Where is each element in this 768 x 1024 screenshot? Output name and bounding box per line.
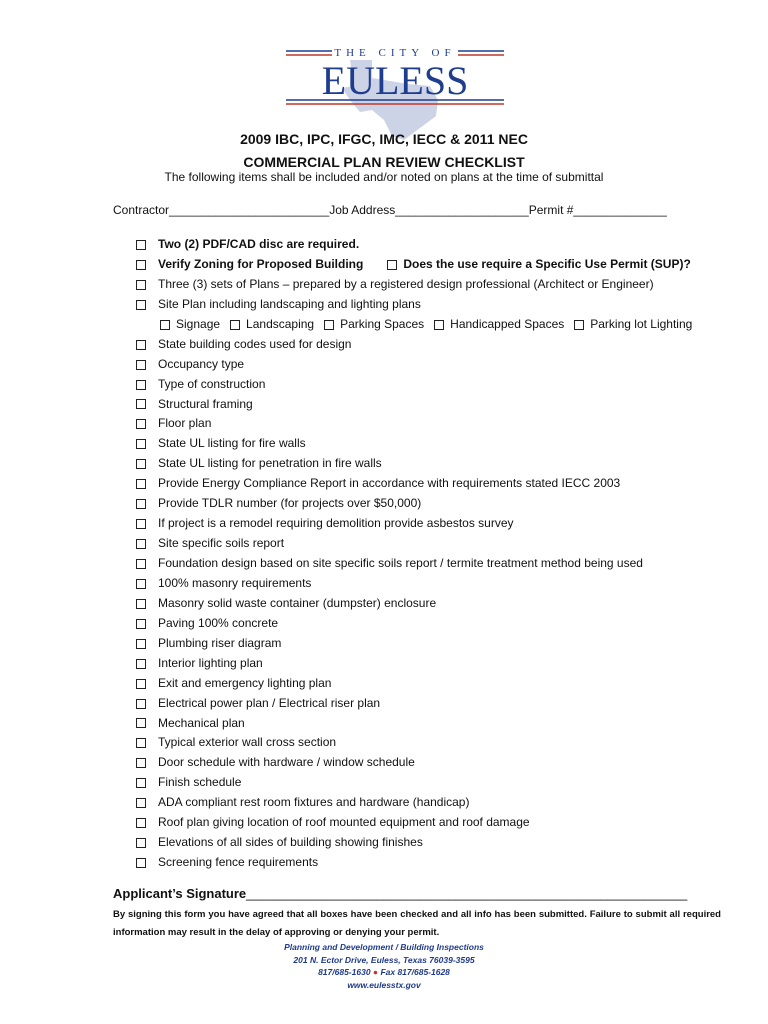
item-label: Floor plan bbox=[158, 416, 212, 431]
checkbox[interactable] bbox=[136, 679, 146, 689]
checklist-row-site-plan bbox=[136, 295, 746, 315]
item-label-sup: Does the use require a Specific Use Permit (SUP)? bbox=[403, 256, 691, 271]
logo-name: EULESS bbox=[321, 58, 469, 103]
checklist-row bbox=[136, 594, 746, 614]
checkbox[interactable] bbox=[136, 419, 146, 429]
checklist-row bbox=[136, 753, 746, 773]
option-label: Landscaping bbox=[246, 316, 315, 331]
item-label: Door schedule with hardware / window schedule bbox=[158, 755, 415, 770]
checklist-row bbox=[136, 434, 746, 454]
checkbox[interactable] bbox=[136, 439, 146, 449]
checklist-row bbox=[136, 375, 746, 395]
city-logo bbox=[280, 40, 510, 140]
item-label: Type of construction bbox=[158, 376, 266, 391]
option-label: Parking Spaces bbox=[340, 316, 425, 331]
disclaimer: By signing this form you have agreed that all boxes have been checked and all info has been submitted. Failure to submit all required information may result in the delay of approving or denying your permit. bbox=[113, 909, 721, 938]
checkbox[interactable] bbox=[136, 619, 146, 629]
signature-label: Applicant’s Signature bbox=[113, 886, 247, 901]
checkbox[interactable] bbox=[136, 699, 146, 709]
checkbox[interactable] bbox=[136, 240, 146, 250]
option-landscaping bbox=[230, 315, 314, 335]
checkbox[interactable] bbox=[324, 320, 334, 330]
item-label: Typical exterior wall cross section bbox=[158, 735, 337, 750]
checkbox[interactable] bbox=[136, 778, 146, 788]
option-handicapped-spaces bbox=[434, 315, 564, 335]
item-label: Structural framing bbox=[158, 396, 253, 411]
item-label: Provide Energy Compliance Report in accordance with requirements stated IECC 2003 bbox=[158, 476, 621, 491]
item-label: Masonry solid waste container (dumpster) enclosure bbox=[158, 595, 437, 610]
job-address-field[interactable]: Job Address____________________ bbox=[329, 203, 529, 217]
checklist-row bbox=[136, 833, 746, 853]
checklist bbox=[136, 235, 746, 873]
checklist-row bbox=[136, 634, 746, 654]
checklist-row bbox=[136, 853, 746, 873]
checkbox[interactable] bbox=[136, 360, 146, 370]
applicant-signature bbox=[113, 886, 687, 901]
checklist-row bbox=[136, 654, 746, 674]
item-label: Mechanical plan bbox=[158, 715, 245, 730]
item-label: Occupancy type bbox=[158, 356, 245, 371]
checkbox[interactable] bbox=[136, 858, 146, 868]
checkbox[interactable] bbox=[136, 559, 146, 569]
signature-line[interactable]: _____________________________________________________________ bbox=[246, 886, 688, 901]
option-label: Handicapped Spaces bbox=[450, 316, 565, 331]
item-label: Site Plan including landscaping and lighting plans bbox=[158, 296, 421, 311]
footer-phone: 817/685-1630 bbox=[318, 967, 371, 977]
checklist-row bbox=[136, 813, 746, 833]
title-codes: 2009 IBC, IPC, IFGC, IMC, IECC & 2011 NEC bbox=[240, 131, 528, 147]
contractor-field[interactable]: Contractor________________________ bbox=[113, 203, 330, 217]
item-label: Paving 100% concrete bbox=[158, 615, 279, 630]
checkbox[interactable] bbox=[136, 499, 146, 509]
checkbox[interactable] bbox=[136, 479, 146, 489]
checklist-row bbox=[136, 674, 746, 694]
checkbox[interactable] bbox=[136, 659, 146, 669]
checkbox[interactable] bbox=[136, 300, 146, 310]
item-label: State building codes used for design bbox=[158, 336, 352, 351]
checkbox[interactable] bbox=[136, 260, 146, 270]
footer-website[interactable]: www.eulesstx.gov bbox=[347, 979, 421, 990]
footer bbox=[0, 941, 768, 991]
checklist-row bbox=[136, 454, 746, 474]
checklist-row-disc bbox=[136, 235, 746, 255]
checklist-row bbox=[136, 534, 746, 554]
checkbox[interactable] bbox=[136, 758, 146, 768]
item-label: Plumbing riser diagram bbox=[158, 635, 282, 650]
checklist-row bbox=[136, 714, 746, 734]
item-label: Electrical power plan / Electrical riser plan bbox=[158, 695, 381, 710]
checklist-row bbox=[136, 414, 746, 434]
footer-fax: Fax 817/685-1628 bbox=[380, 967, 450, 977]
checkbox[interactable] bbox=[136, 838, 146, 848]
checklist-row-three-sets bbox=[136, 275, 746, 295]
item-label: State UL listing for penetration in fire walls bbox=[158, 456, 382, 471]
item-label: Exit and emergency lighting plan bbox=[158, 675, 332, 690]
item-label: State UL listing for fire walls bbox=[158, 436, 306, 451]
checkbox[interactable] bbox=[160, 320, 170, 330]
option-label: Signage bbox=[176, 316, 221, 331]
checklist-row bbox=[136, 355, 746, 375]
checkbox[interactable] bbox=[230, 320, 240, 330]
option-label: Parking lot Lighting bbox=[590, 316, 693, 331]
checklist-row bbox=[136, 574, 746, 594]
item-label: Site specific soils report bbox=[158, 536, 285, 551]
checkbox[interactable] bbox=[136, 340, 146, 350]
item-label: If project is a remodel requiring demolition provide asbestos survey bbox=[158, 516, 514, 531]
footer-dept: Planning and Development / Building Inspections bbox=[284, 942, 484, 952]
checkbox[interactable] bbox=[136, 599, 146, 609]
item-label: Verify Zoning for Proposed Building bbox=[158, 256, 364, 271]
checklist-row bbox=[136, 694, 746, 714]
title-checklist: COMMERCIAL PLAN REVIEW CHECKLIST bbox=[243, 154, 525, 170]
item-label: Interior lighting plan bbox=[158, 655, 263, 670]
checkbox[interactable] bbox=[136, 519, 146, 529]
checklist-row bbox=[136, 395, 746, 415]
header-fields bbox=[113, 203, 667, 217]
checkbox[interactable] bbox=[136, 639, 146, 649]
logo-top-text: THE CITY OF bbox=[334, 47, 456, 59]
checkbox[interactable] bbox=[136, 579, 146, 589]
checkbox[interactable] bbox=[136, 399, 146, 409]
item-label: Three (3) sets of Plans – prepared by a registered design professional (Architect or Engineer) bbox=[158, 276, 654, 291]
checklist-row bbox=[136, 494, 746, 514]
footer-address: 201 N. Ector Drive, Euless, Texas 76039-3595 bbox=[293, 954, 475, 965]
item-label: Two (2) PDF/CAD disc are required. bbox=[158, 237, 360, 251]
footer-contact bbox=[0, 966, 768, 979]
checkbox-sup[interactable] bbox=[387, 260, 397, 270]
checkbox[interactable] bbox=[136, 459, 146, 469]
checklist-row-zoning bbox=[136, 255, 746, 275]
item-label: ADA compliant rest room fixtures and hardware (handicap) bbox=[158, 795, 470, 810]
checklist-row bbox=[136, 793, 746, 813]
option-parking-lot-lighting bbox=[574, 315, 692, 335]
checklist-row bbox=[136, 335, 746, 355]
checkbox[interactable] bbox=[136, 280, 146, 290]
item-label: Provide TDLR number (for projects over $50,000) bbox=[158, 496, 422, 511]
checklist-row bbox=[136, 474, 746, 494]
checkbox[interactable] bbox=[136, 798, 146, 808]
checkbox[interactable] bbox=[136, 738, 146, 748]
checklist-row bbox=[136, 514, 746, 534]
option-signage bbox=[160, 315, 220, 335]
permit-field[interactable]: Permit #______________ bbox=[528, 203, 667, 217]
euless-logo-graphic bbox=[280, 40, 510, 140]
option-parking-spaces bbox=[324, 315, 424, 335]
checklist-row bbox=[136, 614, 746, 634]
checklist-row bbox=[136, 733, 746, 753]
checkbox[interactable] bbox=[136, 380, 146, 390]
checkbox[interactable] bbox=[136, 818, 146, 828]
item-label: 100% masonry requirements bbox=[158, 575, 312, 590]
item-label: Roof plan giving location of roof mounted equipment and roof damage bbox=[158, 815, 530, 830]
item-label: Finish schedule bbox=[158, 775, 242, 790]
item-label: Screening fence requirements bbox=[158, 855, 319, 870]
checklist-row bbox=[136, 554, 746, 574]
site-plan-options bbox=[136, 315, 746, 335]
checkbox[interactable] bbox=[136, 539, 146, 549]
bullet-icon: ● bbox=[372, 967, 379, 977]
checkbox[interactable] bbox=[434, 320, 444, 330]
subtitle: The following items shall be included and/or noted on plans at the time of submittal bbox=[164, 170, 604, 184]
checkbox[interactable] bbox=[136, 718, 146, 728]
checkbox[interactable] bbox=[574, 320, 584, 330]
checklist-row bbox=[136, 773, 746, 793]
item-label: Foundation design based on site specific soils report / termite treatment method being used bbox=[158, 556, 643, 570]
item-label: Elevations of all sides of building showing finishes bbox=[158, 835, 423, 850]
